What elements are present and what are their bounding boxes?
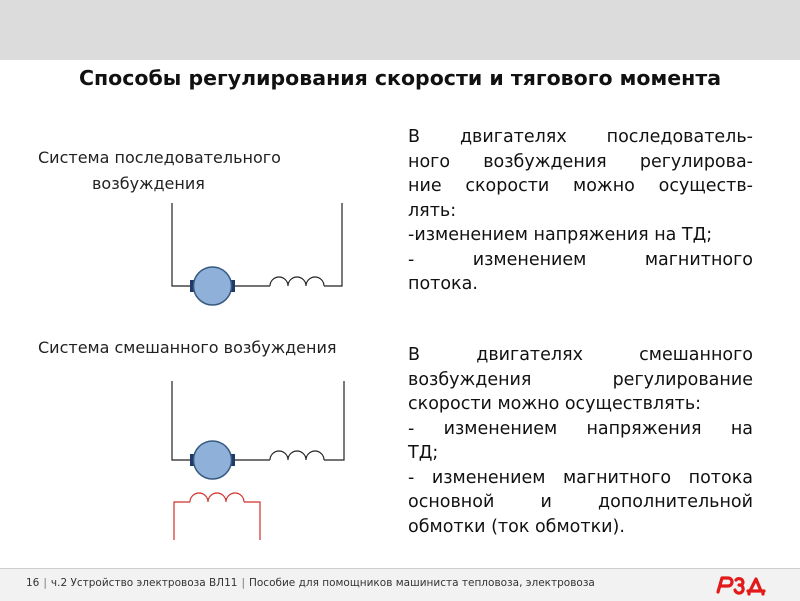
rzd-logo-icon [712, 572, 772, 596]
series-field-winding-icon [270, 277, 324, 286]
footer-bar [0, 568, 800, 601]
footer-part: ч.2 Устройство электровоза ВЛ11 [50, 577, 238, 589]
series-text-line: -изменением напряжения на ТД; [408, 225, 713, 245]
mixed-text-line: скорости можно осуществлять: [408, 394, 702, 414]
series-excitation-text [408, 125, 753, 297]
mixed-excitation-text [408, 343, 753, 539]
mixed-text-line: - изменением магнитного потока [408, 467, 753, 488]
page-number: 16 [26, 577, 40, 589]
footer-text: 16 | ч.2 Устройство электровоза ВЛ11 | Пособие для помощников машиниста тепловоза, электровоза [26, 577, 595, 589]
series-text-line: ние скорости можно осуществ- [408, 176, 753, 196]
mixed-text-line: возбуждения регулирование [408, 369, 753, 390]
mixed-excitation-label: Система смешанного возбуждения [38, 338, 337, 357]
series-text-line: ного возбуждения регулирова- [408, 151, 753, 172]
mixed-text-line: В двигателях смешанного [408, 345, 753, 365]
series-text-line: потока. [408, 274, 478, 294]
series-excitation-label-line2: возбуждения [92, 174, 205, 193]
series-text-line: лять: [408, 200, 457, 221]
series-text-line: В двигателях последователь- [408, 127, 753, 147]
series-text-line: - изменением магнитного [408, 249, 753, 270]
footer-manual: Пособие для помощников машиниста тепловоза, электровоза [248, 577, 595, 589]
mixed-text-line: - изменением напряжения на [408, 418, 753, 439]
mixed-wire-right [324, 381, 344, 460]
series-excitation-label-line1: Система последовательного [38, 148, 281, 167]
mixed-series-winding-icon [270, 451, 324, 460]
series-wire-right [324, 203, 342, 286]
mixed-shunt-winding-icon [174, 493, 260, 540]
mixed-text-line: основной и дополнительной [408, 492, 753, 512]
mixed-wire-left [172, 381, 192, 460]
mixed-text-line: ТД; [408, 443, 439, 463]
slide-title: Способы регулирования скорости и тягового момента [78, 66, 722, 90]
series-motor-icon [190, 267, 235, 305]
series-wire-left [172, 203, 192, 286]
mixed-motor-icon [190, 441, 235, 479]
circuit-diagrams [0, 0, 400, 560]
mixed-text-line: обмотки (ток обмотки). [408, 516, 625, 537]
